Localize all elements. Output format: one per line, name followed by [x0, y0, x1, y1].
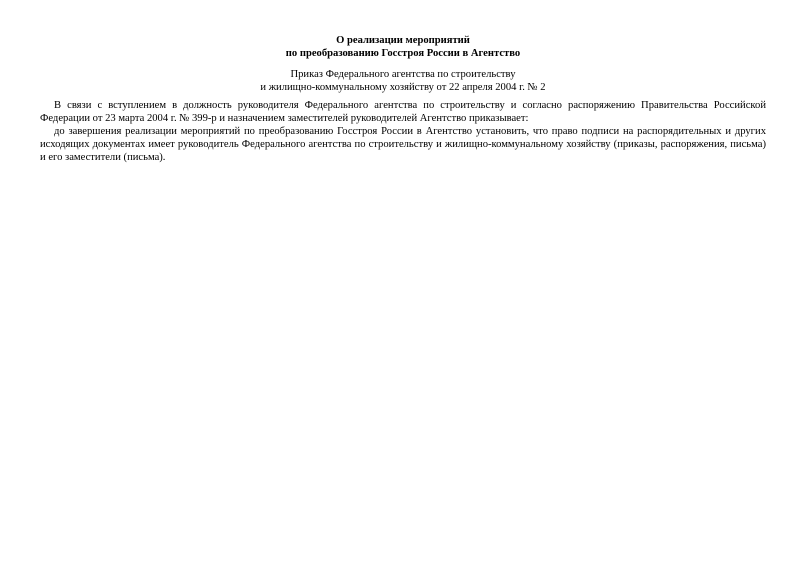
document-page	[40, 34, 766, 164]
paragraph-intro: В связи с вступлением в должность руководителя Федерального агентства по строительству и согласно распоряжению Правительства Российской Федерации от 23 марта 2004 г. № 399-р и назначением заместителей руководителей Агентство приказывает:	[40, 100, 766, 124]
document-body	[40, 99, 766, 164]
title-line-2: по преобразованию Госстроя России в Агентство	[285, 48, 521, 59]
document-title	[40, 34, 766, 60]
subtitle-line-1: Приказ Федерального агентства по строительству	[290, 69, 516, 80]
document-subtitle	[40, 68, 766, 94]
title-line-1: О реализации мероприятий	[336, 35, 470, 46]
paragraph-order: до завершения реализации мероприятий по преобразованию Госстроя России в Агентство установить, что право подписи на распорядительных и других исходящих документах имеет руководитель Федерального агентства по строительству и жилищно-коммунальному хозяйству (приказы, распоряжения, письма) и его заместители (письма).	[40, 126, 766, 163]
subtitle-line-2: и жилищно-коммунальному хозяйству от 22 апреля 2004 г. № 2	[260, 82, 546, 93]
